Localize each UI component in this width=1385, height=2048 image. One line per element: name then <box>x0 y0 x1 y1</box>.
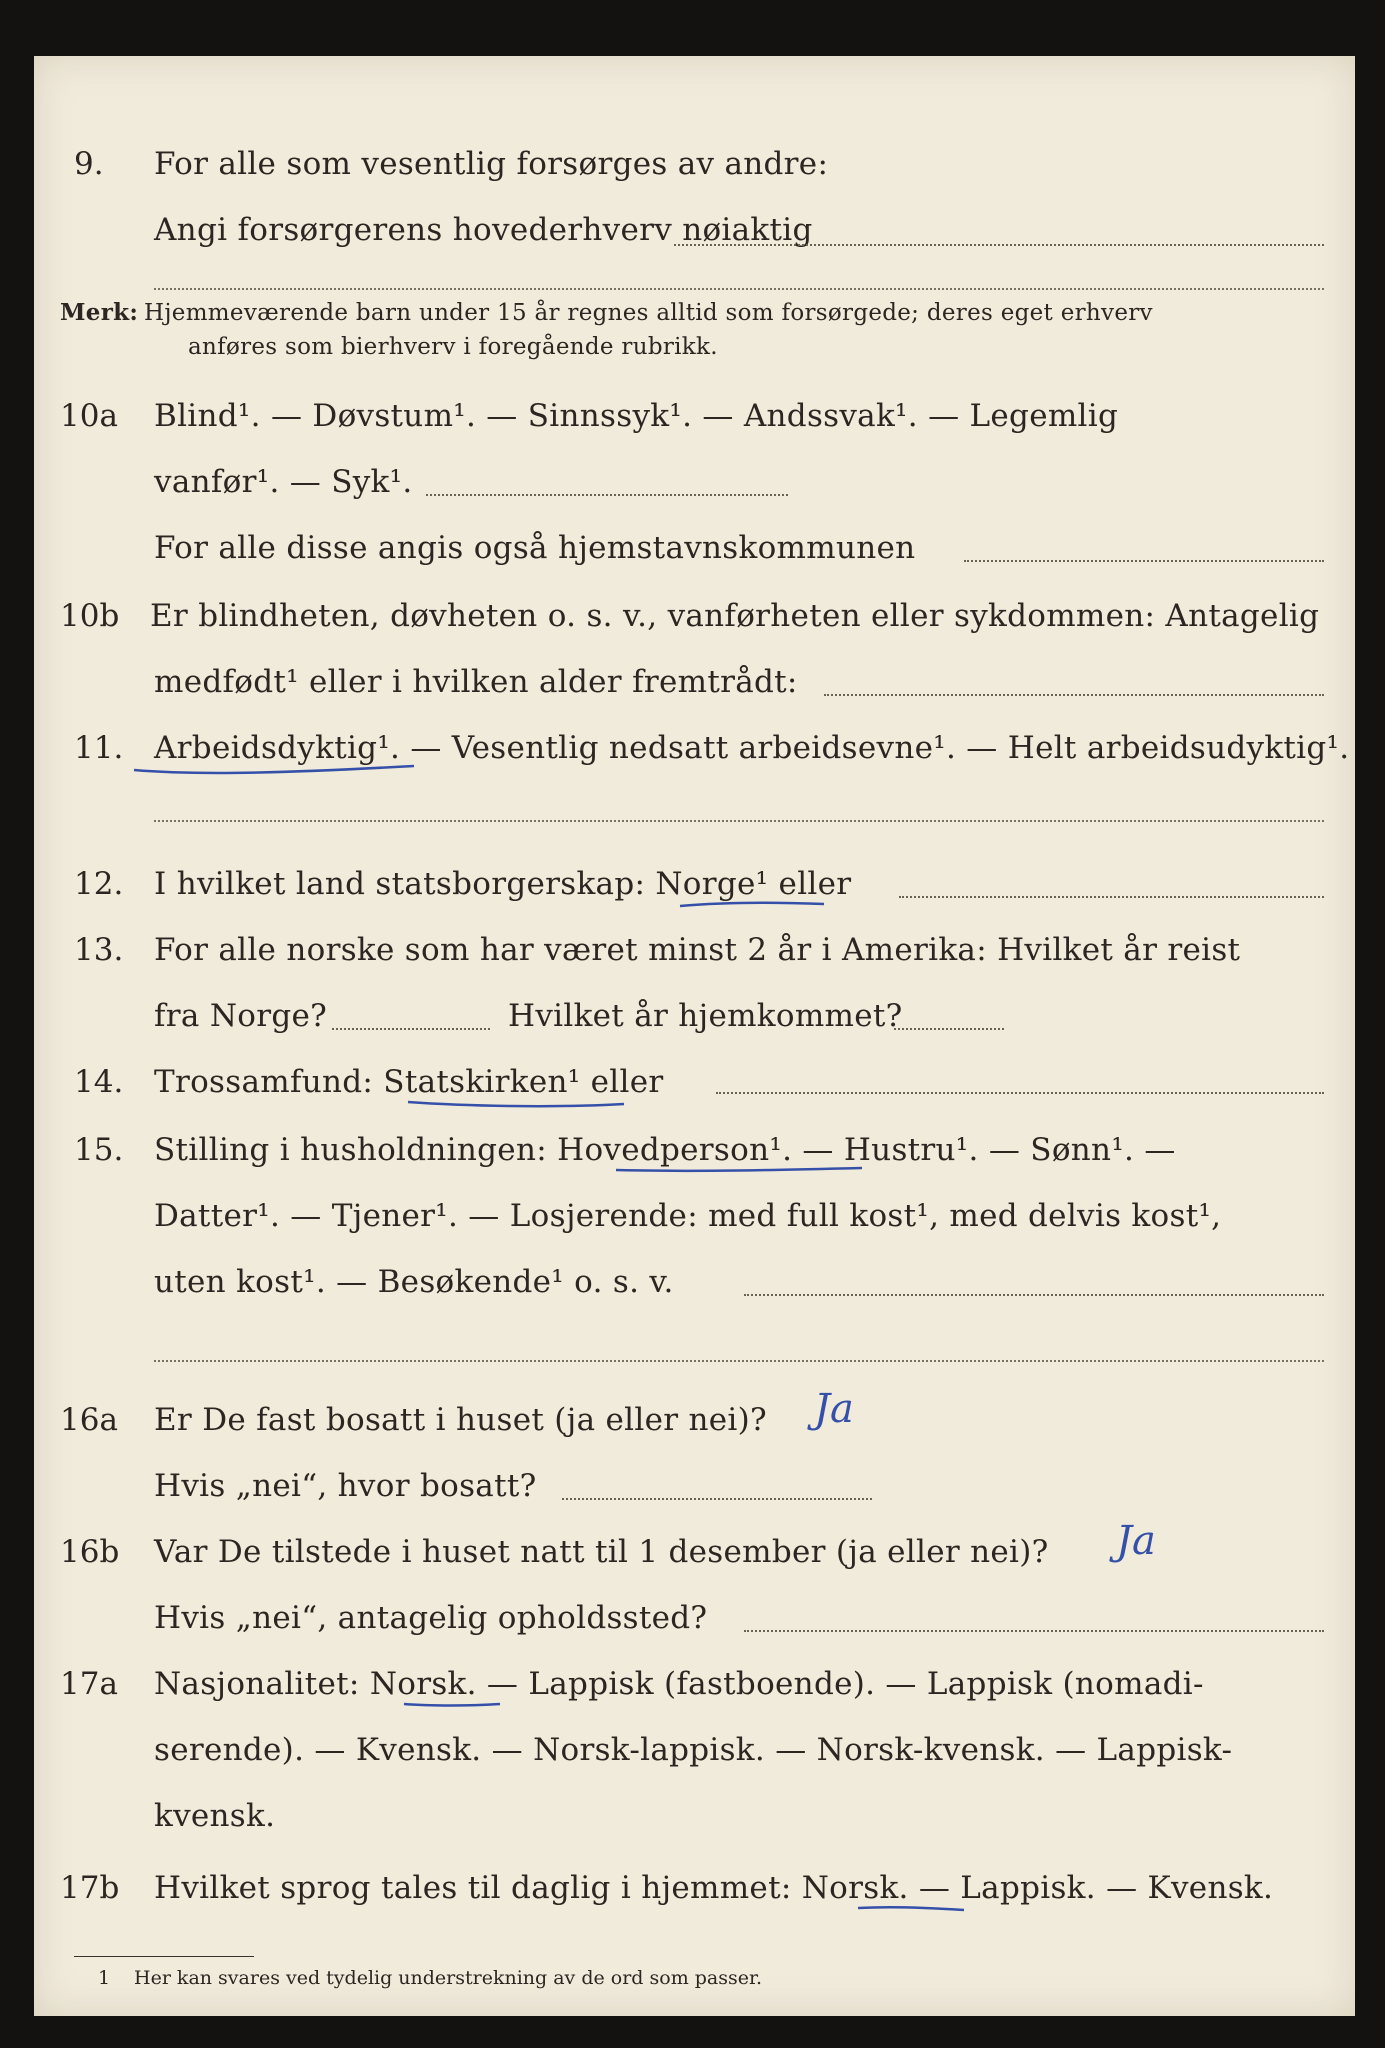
q17a-text-2: serende). — Kvensk. — Norsk-lappisk. — Norsk-kvensk. — Lappisk- <box>154 1732 1233 1768</box>
q10b-text-1: Er blindheten, døvheten o. s. v., vanførheten eller sykdommen: Antagelig <box>150 598 1320 634</box>
q15-text-2: Datter¹. — Tjener¹. — Losjerende: med full kost¹, med delvis kost¹, <box>154 1198 1222 1234</box>
q14-handwritten-underline <box>404 1096 634 1116</box>
q9-number: 9. <box>74 146 104 182</box>
merk-text-1: Hjemmeværende barn under 15 år regnes alltid som forsørgede; deres eget erhverv <box>144 300 1153 326</box>
q17a-number: 17a <box>60 1666 118 1702</box>
q12-answer-line[interactable] <box>899 896 1324 898</box>
q16a-handwritten-answer: Ja <box>814 1386 854 1432</box>
census-form-page <box>34 56 1355 2016</box>
q9-text-2: Angi forsørgerens hovederhverv nøiaktig <box>154 212 813 248</box>
q11-handwritten-underline <box>124 762 424 782</box>
q16a-residence-line[interactable] <box>562 1498 872 1500</box>
q13-departure-year-line[interactable] <box>332 1028 490 1030</box>
q15-text-1: Stilling i husholdningen: Hovedperson¹. — Hustru¹. — Sønn¹. — <box>154 1132 1176 1168</box>
q16b-text-1: Var De tilstede i huset natt til 1 desember (ja eller nei)? <box>154 1534 1049 1570</box>
q9-text-1: For alle som vesentlig forsørges av andre: <box>154 146 829 182</box>
q16b-location-line[interactable] <box>744 1630 1324 1632</box>
q13-text-1: For alle norske som har været minst 2 år i Amerika: Hvilket år reist <box>154 932 1241 968</box>
q16b-number: 16b <box>60 1534 120 1570</box>
q16b-handwritten-answer: Ja <box>1116 1518 1156 1564</box>
q15-handwritten-underline <box>612 1164 872 1184</box>
q10a-text-1: Blind¹. — Døvstum¹. — Sinnssyk¹. — Andssvak¹. — Legemlig <box>154 398 1119 434</box>
q14-text-1: Trossamfund: Statskirken¹ eller <box>154 1064 664 1100</box>
q10a-municipality-line[interactable] <box>964 560 1324 562</box>
q10b-text-2: medfødt¹ eller i hvilken alder fremtrådt: <box>154 664 798 700</box>
merk-label: Merk: <box>60 299 139 326</box>
q10b-answer-line[interactable] <box>824 694 1324 696</box>
q17a-handwritten-underline <box>400 1698 510 1718</box>
q17b-number: 17b <box>60 1870 120 1906</box>
merk-text-2: anføres som bierhverv i foregående rubrikk. <box>188 334 718 360</box>
q10a-text-3: For alle disse angis også hjemstavnskommunen <box>154 530 916 566</box>
q16a-number: 16a <box>60 1402 118 1438</box>
q13-return-year-line[interactable] <box>894 1028 1004 1030</box>
q12-number: 12. <box>74 866 124 902</box>
q11-number: 11. <box>74 730 124 766</box>
q11-text-1: Arbeidsdyktig¹. — Vesentlig nedsatt arbeidsevne¹. — Helt arbeidsudyktig¹. <box>154 730 1350 766</box>
q12-handwritten-underline <box>674 898 834 918</box>
q9-answer-line[interactable] <box>674 244 1324 246</box>
footnote-mark: 1 <box>98 1967 111 1989</box>
footnote-text: Her kan svares ved tydelig understrekning av de ord som passer. <box>134 1967 763 1989</box>
q15-text-3: uten kost¹. — Besøkende¹ o. s. v. <box>154 1264 674 1300</box>
q13-text-2b: Hvilket år hjemkommet? <box>508 998 903 1034</box>
q14-answer-line[interactable] <box>716 1092 1324 1094</box>
q16a-text-1: Er De fast bosatt i huset (ja eller nei)? <box>154 1402 767 1438</box>
q12-text-1: I hvilket land statsborgerskap: Norge¹ eller <box>154 866 852 902</box>
q14-number: 14. <box>74 1064 124 1100</box>
q15-number: 15. <box>74 1132 124 1168</box>
q11-answer-line[interactable] <box>154 820 1324 822</box>
q10a-answer-line[interactable] <box>426 494 788 496</box>
q15-answer-line-2[interactable] <box>154 1360 1324 1362</box>
q13-number: 13. <box>74 932 124 968</box>
q17a-text-1: Nasjonalitet: Norsk. — Lappisk (fastboende). — Lappisk (nomadi- <box>154 1666 1204 1702</box>
q15-answer-line[interactable] <box>744 1294 1324 1296</box>
q16a-text-2: Hvis „nei“, hvor bosatt? <box>154 1468 537 1504</box>
q10b-number: 10b <box>60 598 120 634</box>
q10a-text-2: vanfør¹. — Syk¹. <box>154 464 413 500</box>
q16b-text-2: Hvis „nei“, antagelig opholdssted? <box>154 1600 708 1636</box>
q9-answer-line-2[interactable] <box>154 288 1324 290</box>
q17a-text-3: kvensk. <box>154 1798 276 1834</box>
q10a-number: 10a <box>60 398 118 434</box>
footnote-rule <box>74 1956 254 1957</box>
q17b-handwritten-underline <box>854 1902 974 1922</box>
q13-text-2a: fra Norge? <box>154 998 328 1034</box>
q17b-text-1: Hvilket sprog tales til daglig i hjemmet: Norsk. — Lappisk. — Kvensk. <box>154 1870 1274 1906</box>
